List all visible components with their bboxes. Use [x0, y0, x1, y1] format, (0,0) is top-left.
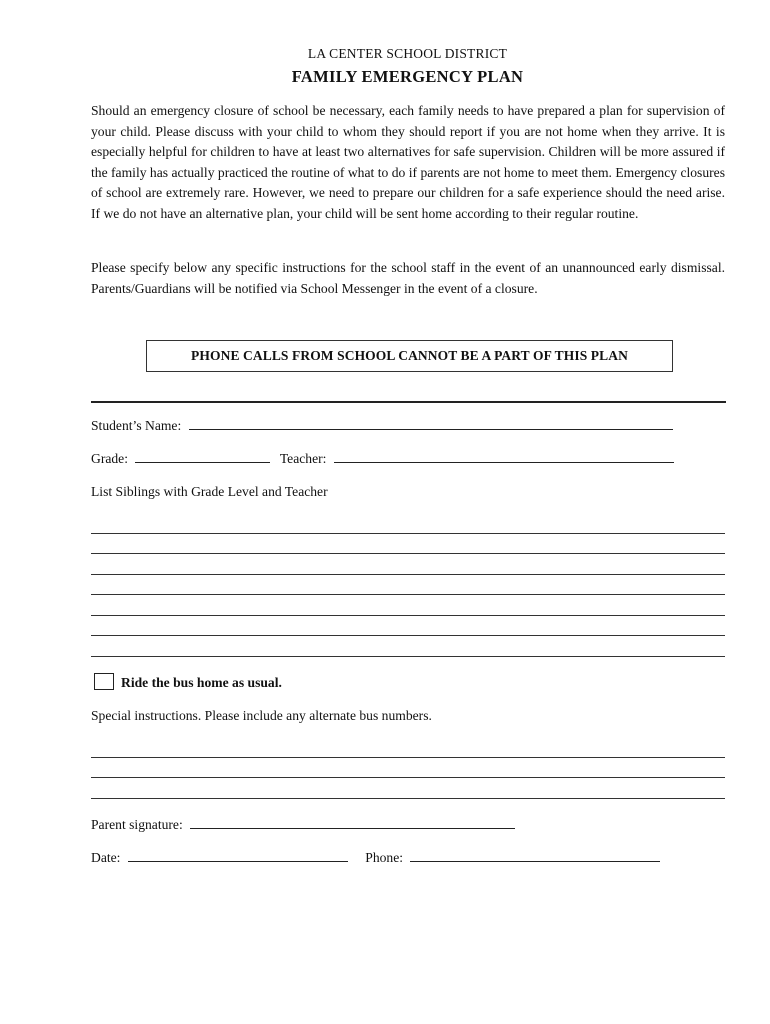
- student-name-row: [91, 417, 673, 434]
- siblings-line[interactable]: [91, 615, 725, 616]
- intro-paragraph: Should an emergency closure of school be necessary, each family needs to have prepared a plan for supervision of your child. Please discuss with your child to whom they should report if you are not home when they arrive. It is especially helpful for children to have at least two alternatives for safe supervision. Children will be more assured if the family has actually practiced the routine of what to do if parents are not home to meet them. Emergency closures of school are extremely rare. However, we need to prepare our children for a safe experience should the need arise. If we do not have an alternative plan, your child will be sent home according to their regular routine.: [91, 103, 725, 221]
- special-instructions-line[interactable]: [91, 798, 725, 799]
- phone-calls-notice: [146, 340, 673, 372]
- grade-field[interactable]: [135, 450, 270, 463]
- date-phone-row: [91, 849, 660, 866]
- instructions-paragraph: Please specify below any specific instructions for the school staff in the event of an unannounced early dismissal. Parents/Guardians will be notified via School Messenger in the event of a closure.: [91, 260, 725, 296]
- student-name-label: Student’s Name:: [91, 418, 182, 433]
- grade-teacher-row: [91, 450, 674, 467]
- date-label: Date:: [91, 850, 121, 865]
- siblings-line[interactable]: [91, 635, 725, 636]
- teacher-label: Teacher:: [279, 451, 327, 466]
- ride-bus-checkbox[interactable]: [94, 673, 114, 690]
- phone-label: Phone:: [365, 850, 404, 865]
- notice-text: PHONE CALLS FROM SCHOOL CANNOT BE A PART OF THIS PLAN: [191, 348, 628, 363]
- district-name: LA CENTER SCHOOL DISTRICT: [307, 46, 508, 61]
- ride-bus-label: Ride the bus home as usual.: [121, 675, 282, 690]
- siblings-line[interactable]: [91, 656, 725, 657]
- siblings-line[interactable]: [91, 533, 725, 534]
- siblings-label: List Siblings with Grade Level and Teacher: [91, 484, 328, 499]
- siblings-line[interactable]: [91, 553, 725, 554]
- siblings-line[interactable]: [91, 574, 725, 575]
- form-title: FAMILY EMERGENCY PLAN: [291, 67, 524, 86]
- special-instructions-label: Special instructions. Please include any alternate bus numbers.: [91, 708, 432, 723]
- parent-signature-row: [91, 816, 515, 833]
- teacher-field[interactable]: [334, 450, 674, 463]
- student-name-field[interactable]: [189, 417, 673, 430]
- parent-signature-field[interactable]: [190, 816, 515, 829]
- special-instructions-line[interactable]: [91, 757, 725, 758]
- special-instructions-line[interactable]: [91, 777, 725, 778]
- phone-field[interactable]: [410, 849, 660, 862]
- siblings-line[interactable]: [91, 594, 725, 595]
- grade-label: Grade:: [91, 451, 128, 466]
- date-field[interactable]: [128, 849, 348, 862]
- section-divider: [91, 401, 726, 403]
- parent-signature-label: Parent signature:: [91, 817, 183, 832]
